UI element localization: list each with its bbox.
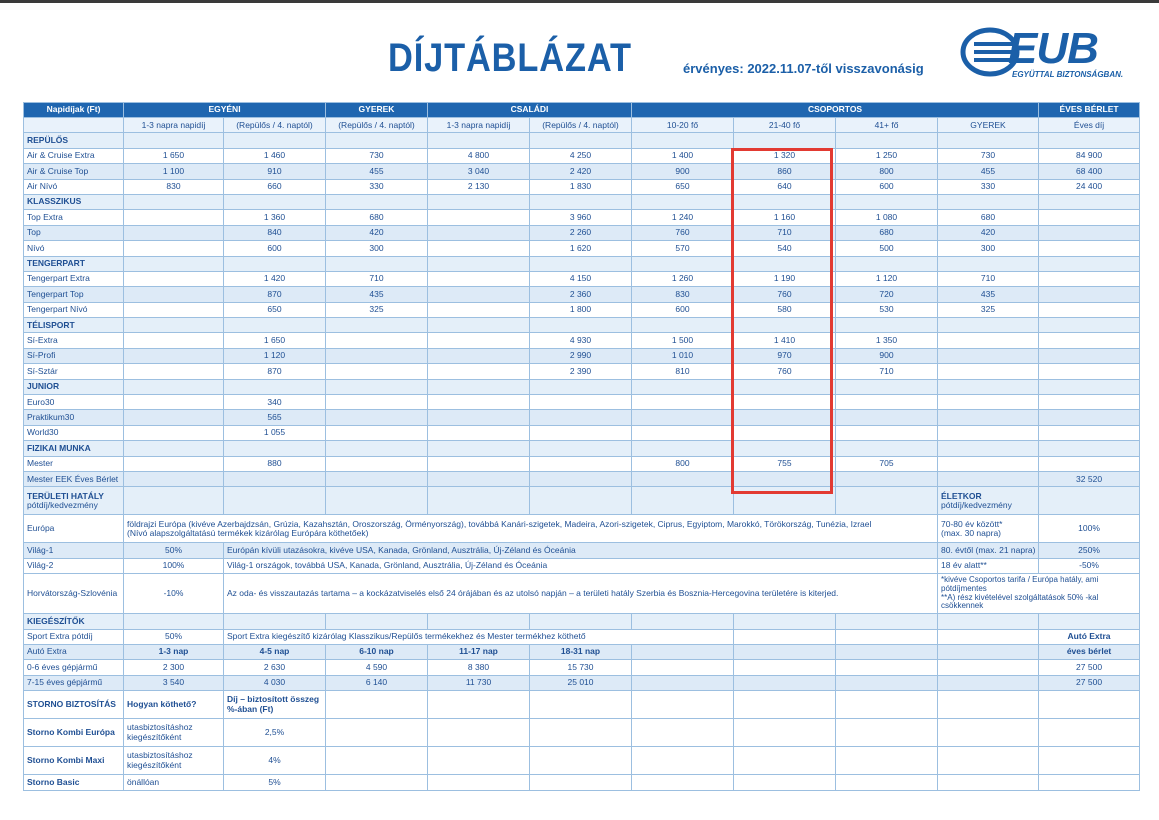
table-cell: 870 xyxy=(224,364,326,379)
table-cell: 540 xyxy=(734,241,836,256)
table-cell xyxy=(632,425,734,440)
table-cell: 565 xyxy=(224,410,326,425)
table-row xyxy=(24,425,1140,440)
table-cell xyxy=(1039,225,1140,240)
table-cell xyxy=(836,471,938,486)
table-cell: 1 160 xyxy=(734,210,836,225)
validity-text: érvényes: 2022.11.07-től visszavonásig xyxy=(683,61,924,76)
table-cell: 880 xyxy=(224,456,326,471)
table-cell: 1 320 xyxy=(734,148,836,163)
table-cell xyxy=(1039,333,1140,348)
table-cell xyxy=(428,287,530,302)
table-cell xyxy=(1039,410,1140,425)
table-cell xyxy=(326,471,428,486)
table-cell: 810 xyxy=(632,364,734,379)
table-row xyxy=(24,395,1140,410)
row-label: Tengerpart Nívó xyxy=(24,302,124,317)
table-cell: 330 xyxy=(326,179,428,194)
storno-row: Storno Kombi Maxi utasbiztosításhoz kiegészítőként 4% xyxy=(24,747,1140,775)
table-cell xyxy=(938,333,1039,348)
table-cell xyxy=(938,471,1039,486)
highlight-box-21-40 xyxy=(731,148,833,494)
table-cell: 900 xyxy=(632,164,734,179)
table-cell: 1 400 xyxy=(632,148,734,163)
table-cell: 330 xyxy=(938,179,1039,194)
table-cell xyxy=(326,425,428,440)
table-cell xyxy=(836,410,938,425)
addon-row-car1: 0-6 éves gépjármű 2 300 2 630 4 590 8 380 15 730 27 500 xyxy=(24,660,1140,675)
table-cell: 760 xyxy=(632,225,734,240)
table-cell xyxy=(124,348,224,363)
table-cell: 650 xyxy=(632,179,734,194)
row-label: Praktikum30 xyxy=(24,410,124,425)
table-cell xyxy=(124,456,224,471)
table-cell: 1 460 xyxy=(224,148,326,163)
table-cell: 710 xyxy=(326,271,428,286)
table-row xyxy=(24,241,1140,256)
table-cell: 84 900 xyxy=(1039,148,1140,163)
table-cell xyxy=(836,425,938,440)
table-cell xyxy=(1039,241,1140,256)
row-label: Tengerpart Top xyxy=(24,287,124,302)
table-cell: 4 150 xyxy=(530,271,632,286)
table-cell: 1 250 xyxy=(836,148,938,163)
table-header-row: Napidíjak (Ft) EGYÉNI GYEREK CSALÁDI CSOPORTOS ÉVES BÉRLET xyxy=(24,103,1140,118)
table-cell xyxy=(428,364,530,379)
territory-row-vilag2: Világ-2 100% Világ-1 országok, továbbá USA, Kanada, Grönland, Ausztrália, Új-Zéland és Óceánia 18 év alatt** -50% xyxy=(24,558,1140,573)
table-cell: 570 xyxy=(632,241,734,256)
table-cell: 2 390 xyxy=(530,364,632,379)
table-cell: 420 xyxy=(938,225,1039,240)
storno-row: Storno Basic önállóan 5% xyxy=(24,775,1140,790)
table-cell xyxy=(1039,395,1140,410)
table-cell xyxy=(938,410,1039,425)
table-cell: 530 xyxy=(836,302,938,317)
table-cell: 680 xyxy=(836,225,938,240)
table-cell: 660 xyxy=(224,179,326,194)
table-cell: 1 410 xyxy=(734,333,836,348)
table-cell xyxy=(124,287,224,302)
table-cell: 710 xyxy=(734,225,836,240)
table-cell: 760 xyxy=(734,364,836,379)
table-cell xyxy=(938,425,1039,440)
table-row xyxy=(24,148,1140,163)
table-cell xyxy=(1039,425,1140,440)
table-row xyxy=(24,348,1140,363)
table-cell xyxy=(428,425,530,440)
table-cell: 300 xyxy=(326,241,428,256)
table-cell: 1 830 xyxy=(530,179,632,194)
addon-row-car2: 7-15 éves gépjármű 3 540 4 030 6 140 11 730 25 010 27 500 xyxy=(24,675,1140,690)
table-cell: 910 xyxy=(224,164,326,179)
row-label: Tengerpart Extra xyxy=(24,271,124,286)
table-cell: 1 360 xyxy=(224,210,326,225)
table-cell: 2 130 xyxy=(428,179,530,194)
table-cell xyxy=(326,410,428,425)
table-cell xyxy=(224,471,326,486)
storno-header-row: STORNO BIZTOSÍTÁS Hogyan köthető? Díj – biztosított összeg %-ában (Ft) xyxy=(24,691,1140,719)
fee-table xyxy=(23,102,1140,791)
table-row xyxy=(24,333,1140,348)
row-label: Euro30 xyxy=(24,395,124,410)
table-cell xyxy=(530,471,632,486)
table-row xyxy=(24,287,1140,302)
table-cell: 600 xyxy=(632,302,734,317)
note-2: **A) rész kivételével szolgáltatások 50% -kal csökkennek xyxy=(941,592,1099,611)
table-cell xyxy=(530,456,632,471)
table-cell: 68 400 xyxy=(1039,164,1140,179)
table-cell: 4 800 xyxy=(428,148,530,163)
table-cell: 830 xyxy=(632,287,734,302)
table-cell: 710 xyxy=(938,271,1039,286)
table-cell: 32 520 xyxy=(1039,471,1140,486)
table-cell: 760 xyxy=(734,287,836,302)
table-cell: 420 xyxy=(326,225,428,240)
row-label: World30 xyxy=(24,425,124,440)
table-cell: 840 xyxy=(224,225,326,240)
table-cell xyxy=(124,271,224,286)
table-cell xyxy=(124,471,224,486)
row-label: Air & Cruise Top xyxy=(24,164,124,179)
table-cell: 1 100 xyxy=(124,164,224,179)
table-cell xyxy=(428,210,530,225)
table-cell: 755 xyxy=(734,456,836,471)
table-cell xyxy=(326,456,428,471)
table-cell xyxy=(326,333,428,348)
table-cell xyxy=(1039,271,1140,286)
table-cell: 860 xyxy=(734,164,836,179)
table-cell: 300 xyxy=(938,241,1039,256)
table-cell: 1 080 xyxy=(836,210,938,225)
table-cell: 1 120 xyxy=(836,271,938,286)
row-label: Top xyxy=(24,225,124,240)
table-cell xyxy=(1039,364,1140,379)
table-cell: 3 960 xyxy=(530,210,632,225)
table-cell xyxy=(530,410,632,425)
table-cell xyxy=(530,395,632,410)
table-cell: 1 010 xyxy=(632,348,734,363)
table-cell xyxy=(1039,210,1140,225)
row-label: Mester xyxy=(24,456,124,471)
addon-row-sport: Sport Extra pótdíj 50% Sport Extra kiegészítő kizárólag Klasszikus/Repülős termékekhez és Mester termékhez köthető Autó Extra xyxy=(24,629,1140,644)
table-row xyxy=(24,410,1140,425)
table-cell: 2 260 xyxy=(530,225,632,240)
table-cell: 325 xyxy=(326,302,428,317)
table-cell: 500 xyxy=(836,241,938,256)
section-row: REPÜLŐS xyxy=(24,133,1140,148)
table-cell: 1 500 xyxy=(632,333,734,348)
table-cell xyxy=(124,395,224,410)
table-cell xyxy=(124,210,224,225)
row-label: Sí-Extra xyxy=(24,333,124,348)
table-cell: 650 xyxy=(224,302,326,317)
table-cell: 600 xyxy=(224,241,326,256)
table-cell: 455 xyxy=(938,164,1039,179)
row-label: Air Nívó xyxy=(24,179,124,194)
table-cell: 2 420 xyxy=(530,164,632,179)
table-cell xyxy=(428,456,530,471)
table-cell: 870 xyxy=(224,287,326,302)
table-cell: 1 350 xyxy=(836,333,938,348)
row-label: Mester EEK Éves Bérlet xyxy=(24,471,124,486)
logo-tagline: EGYÜTTAL BIZTONSÁGBAN. xyxy=(1012,70,1124,79)
table-cell xyxy=(1039,302,1140,317)
table-cell: 1 420 xyxy=(224,271,326,286)
section-row: KLASSZIKUS xyxy=(24,194,1140,209)
table-cell: 800 xyxy=(632,456,734,471)
table-cell xyxy=(124,225,224,240)
table-cell xyxy=(938,456,1039,471)
table-cell xyxy=(124,364,224,379)
table-cell xyxy=(124,425,224,440)
table-cell: 1 240 xyxy=(632,210,734,225)
table-cell: 1 800 xyxy=(530,302,632,317)
table-cell xyxy=(124,410,224,425)
table-cell: 730 xyxy=(938,148,1039,163)
section-row: FIZIKAI MUNKA xyxy=(24,441,1140,456)
table-cell: 900 xyxy=(836,348,938,363)
note-1: *kivéve Csoportos tarifa / Európa hatály, ami pótdíjmentes xyxy=(941,575,1099,593)
table-cell xyxy=(326,395,428,410)
table-cell xyxy=(632,410,734,425)
table-cell: 455 xyxy=(326,164,428,179)
table-cell xyxy=(632,471,734,486)
table-cell: 640 xyxy=(734,179,836,194)
storno-row: Storno Kombi Európa utasbiztosításhoz kiegészítőként 2,5% xyxy=(24,719,1140,747)
table-cell xyxy=(428,302,530,317)
table-cell xyxy=(124,302,224,317)
table-row xyxy=(24,271,1140,286)
table-cell: 2 360 xyxy=(530,287,632,302)
page-title: DÍJTÁBLÁZAT xyxy=(388,36,632,80)
table-row xyxy=(24,225,1140,240)
table-cell: 600 xyxy=(836,179,938,194)
table-row xyxy=(24,210,1140,225)
table-cell xyxy=(1039,348,1140,363)
table-cell: 730 xyxy=(326,148,428,163)
section-row: TÉLISPORT xyxy=(24,318,1140,333)
table-cell: 2 990 xyxy=(530,348,632,363)
table-cell xyxy=(632,395,734,410)
table-cell: 1 120 xyxy=(224,348,326,363)
table-cell xyxy=(428,241,530,256)
eub-logo xyxy=(960,26,1140,82)
table-cell xyxy=(1039,456,1140,471)
table-cell xyxy=(428,271,530,286)
row-label: Air & Cruise Extra xyxy=(24,148,124,163)
table-cell xyxy=(1039,287,1140,302)
table-cell: 680 xyxy=(938,210,1039,225)
territory-row-horvat: Horvátország-Szlovénia -10% Az oda- és visszautazás tartama – a kockázatviselés első 24 órájában és az utolsó napján – a területi hatály Szerbia és Bosznia-Hercegovina területére is kiterjed. *kivéve Csoportos tarifa / Európa hatály, ami pótdíjmentes **A) rész kivételével szolgáltatások 50% -kal csökkennek xyxy=(24,574,1140,614)
table-cell xyxy=(326,348,428,363)
section-row: JUNIOR xyxy=(24,379,1140,394)
table-cell: 720 xyxy=(836,287,938,302)
table-cell xyxy=(428,348,530,363)
table-cell: 4 930 xyxy=(530,333,632,348)
table-row xyxy=(24,471,1140,486)
table-cell xyxy=(938,348,1039,363)
table-cell xyxy=(326,364,428,379)
table-cell: 580 xyxy=(734,302,836,317)
table-cell: 705 xyxy=(836,456,938,471)
section-row: TENGERPART xyxy=(24,256,1140,271)
table-cell: 24 400 xyxy=(1039,179,1140,194)
table-cell xyxy=(938,395,1039,410)
table-cell: 435 xyxy=(938,287,1039,302)
table-cell xyxy=(124,333,224,348)
table-cell xyxy=(428,225,530,240)
table-row xyxy=(24,179,1140,194)
row-label: Sí-Sztár xyxy=(24,364,124,379)
table-cell: 830 xyxy=(124,179,224,194)
table-cell: 800 xyxy=(836,164,938,179)
addon-row-auto-header: Autó Extra 1-3 nap 4-5 nap 6-10 nap 11-17 nap 18-31 nap éves bérlet xyxy=(24,644,1140,659)
table-cell: 435 xyxy=(326,287,428,302)
table-row xyxy=(24,164,1140,179)
table-cell xyxy=(428,471,530,486)
table-cell xyxy=(938,364,1039,379)
table-cell: 680 xyxy=(326,210,428,225)
logo-text: EUB xyxy=(1008,24,1098,73)
section-row: KIEGÉSZÍTŐK xyxy=(24,614,1140,629)
territory-row-europa: Európa földrajzi Európa (kivéve Azerbajdzsán, Grúzia, Kazahsztán, Oroszország, Örményország), továbbá Kanári-szigetek, Madeira, Azori-szigetek, Ciprus, Egyiptom, Marokkó, Törökország, Tunézia, Izrael (Nívó alapszolgáltatású termékek kizárólag Európára köthetőek) 70-80 év között* (max. 30 napra) 100% xyxy=(24,515,1140,543)
table-row xyxy=(24,302,1140,317)
table-cell xyxy=(428,395,530,410)
table-cell: 1 260 xyxy=(632,271,734,286)
table-cell: 3 040 xyxy=(428,164,530,179)
top-border xyxy=(0,0,1159,3)
table-cell: 1 620 xyxy=(530,241,632,256)
row-label: Top Extra xyxy=(24,210,124,225)
table-cell xyxy=(530,425,632,440)
table-row xyxy=(24,456,1140,471)
table-cell xyxy=(428,333,530,348)
table-cell: 1 055 xyxy=(224,425,326,440)
territory-row-vilag1: Világ-1 50% Európán kívüli utazásokra, kivéve USA, Kanada, Grönland, Ausztrália, Új-Zéland és Óceánia 80. évtől (max. 21 napra) 250% xyxy=(24,543,1140,558)
table-cell xyxy=(124,241,224,256)
territory-header-row: TERÜLETI HATÁLY pótdíj/kedvezmény ÉLETKOR pótdíj/kedvezmény xyxy=(24,487,1140,515)
table-cell: 1 650 xyxy=(124,148,224,163)
table-cell: 710 xyxy=(836,364,938,379)
table-subheader-row: 1-3 napra napidíj (Repülős / 4. naptól) (Repülős / 4. naptól) 1-3 napra napidíj (Repülős / 4. naptól) 10-20 fő 21-40 fő 41+ fő GYEREK Éves díj xyxy=(24,118,1140,133)
table-cell: 970 xyxy=(734,348,836,363)
table-row xyxy=(24,364,1140,379)
table-cell: 340 xyxy=(224,395,326,410)
table-cell: 4 250 xyxy=(530,148,632,163)
table-cell: 325 xyxy=(938,302,1039,317)
table-cell xyxy=(836,395,938,410)
row-label: Sí-Profi xyxy=(24,348,124,363)
table-cell: 1 190 xyxy=(734,271,836,286)
table-cell: 1 650 xyxy=(224,333,326,348)
row-label: Nívó xyxy=(24,241,124,256)
table-cell xyxy=(428,410,530,425)
